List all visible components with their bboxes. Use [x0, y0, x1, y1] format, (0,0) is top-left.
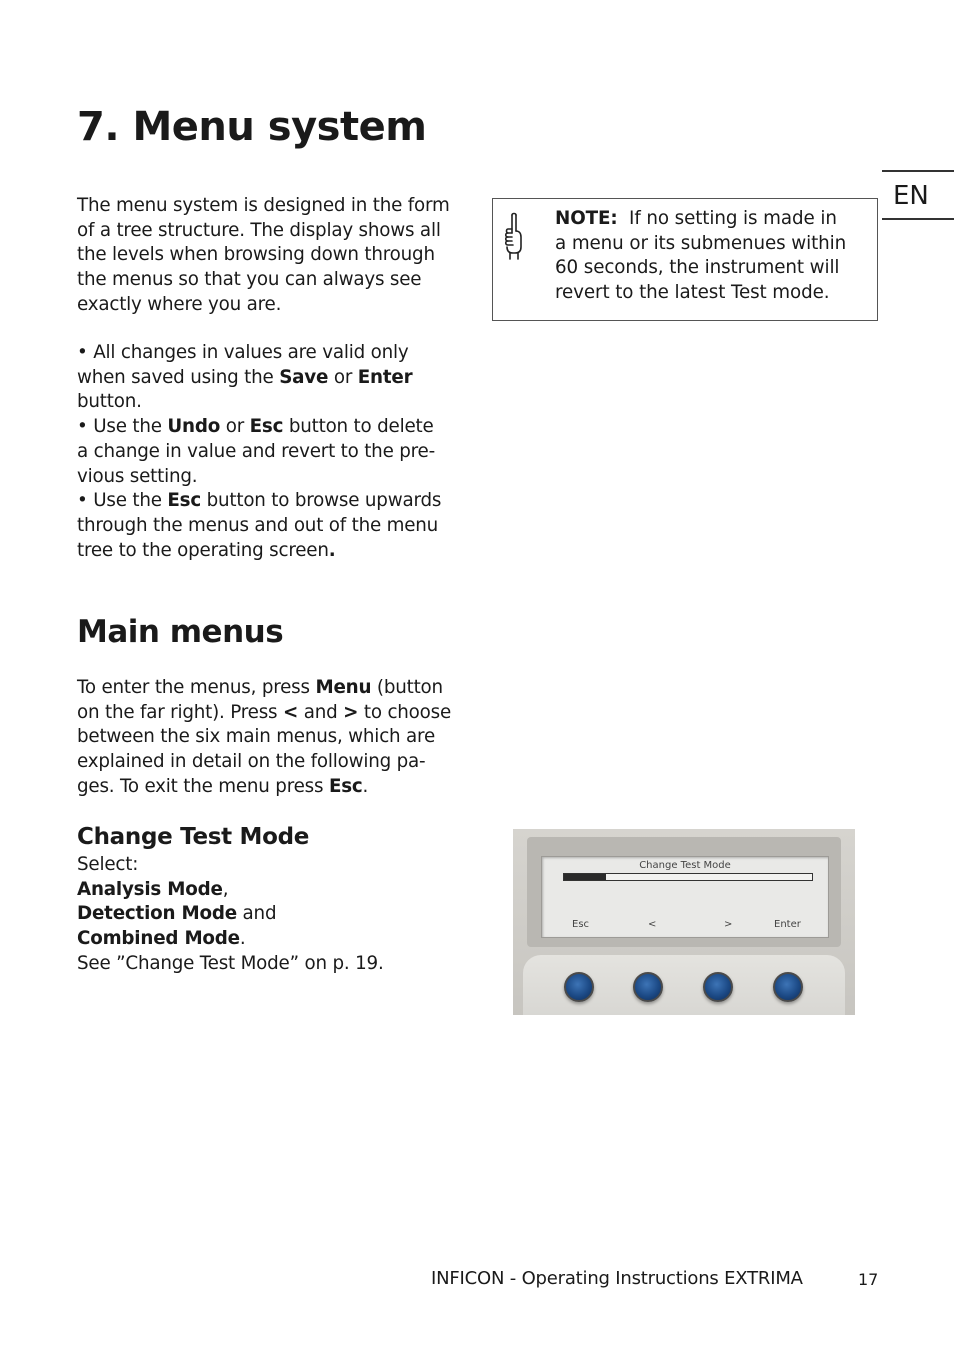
main-menus-heading: Main menus [77, 614, 284, 650]
bullet-item-1-line-3: button. [77, 391, 142, 413]
language-tab [882, 170, 954, 220]
bullet-item-2-line-2: a change in value and revert to the pre- [77, 440, 435, 462]
screen-title: Change Test Mode [639, 860, 731, 871]
hardware-button-enter [773, 972, 803, 1002]
intro-line: the menus so that you can always see [77, 269, 422, 291]
enter-keyword: Enter [357, 366, 413, 388]
analysis-mode-label: Analysis Mode [77, 878, 223, 900]
bullet-item-1-line-2: when saved using the Save or Enter [77, 366, 413, 388]
note-label: NOTE: [555, 208, 618, 229]
language-label: EN [893, 181, 929, 211]
bullet-item-3-line-2: through the menus and out of the menu [77, 514, 439, 536]
bullet-item-1: • All changes in values are valid only [77, 342, 409, 363]
esc-keyword: Esc [328, 775, 363, 797]
softkey-next: > [724, 919, 733, 930]
progress-bar [563, 873, 813, 881]
bullet-list [77, 341, 461, 563]
softkey-prev: < [648, 919, 657, 930]
bullet-item-3-line-3: tree to the operating screen. [77, 539, 336, 561]
intro-paragraph [77, 194, 461, 318]
combined-mode-label: Combined Mode [77, 928, 240, 950]
lcd-screen [541, 856, 829, 938]
bullet-item-2-line-3: vious setting. [77, 465, 198, 487]
detection-mode-label: Detection Mode [77, 903, 237, 925]
page-number: 17 [858, 1270, 879, 1289]
hardware-button-esc [564, 972, 594, 1002]
pointing-hand-icon [499, 211, 529, 261]
device-display-photo [513, 829, 855, 1015]
note-box [492, 198, 878, 321]
bullet-item-2: • Use the Undo or Esc button to delete [77, 416, 434, 438]
intro-line: of a tree structure. The display shows all [77, 219, 441, 241]
change-test-mode-heading: Change Test Mode [77, 824, 310, 850]
menu-keyword: Menu [315, 677, 372, 698]
hardware-button-next [703, 972, 733, 1002]
change-test-mode-text: Select: Analysis Mode, Detection Mode and Combined Mode. See ”Change Test Mode” on p. 19. [77, 853, 461, 977]
note-text: NOTE: If no setting is made in a menu or its submenues within 60 seconds, the instrument will revert to the latest Test mode. [555, 208, 847, 304]
intro-line: the levels when browsing down through [77, 244, 435, 266]
footer-text: INFICON - Operating Instructions EXTRIMA [431, 1268, 803, 1289]
undo-keyword: Undo [167, 416, 221, 438]
main-menus-paragraph: To enter the menus, press Menu (button on the far right). Press < and > to choose between the six main menus, which are explained in detail on the following pa- ges. To exit the menu press Esc. [77, 677, 452, 797]
softkey-enter: Enter [774, 919, 801, 930]
progress-fill [564, 874, 606, 880]
save-keyword: Save [279, 366, 329, 388]
esc-keyword: Esc [249, 416, 284, 438]
bullet-item-3: • Use the Esc button to browse upwards [77, 490, 442, 512]
softkey-esc: Esc [572, 919, 590, 930]
hardware-button-prev [633, 972, 663, 1002]
esc-keyword: Esc [167, 490, 201, 512]
cross-reference: See ”Change Test Mode” on p. 19. [77, 952, 384, 974]
intro-line: exactly where you are. [77, 293, 282, 315]
intro-line: The menu system is designed in the form [77, 195, 450, 216]
page-title: 7. Menu system [77, 104, 427, 150]
